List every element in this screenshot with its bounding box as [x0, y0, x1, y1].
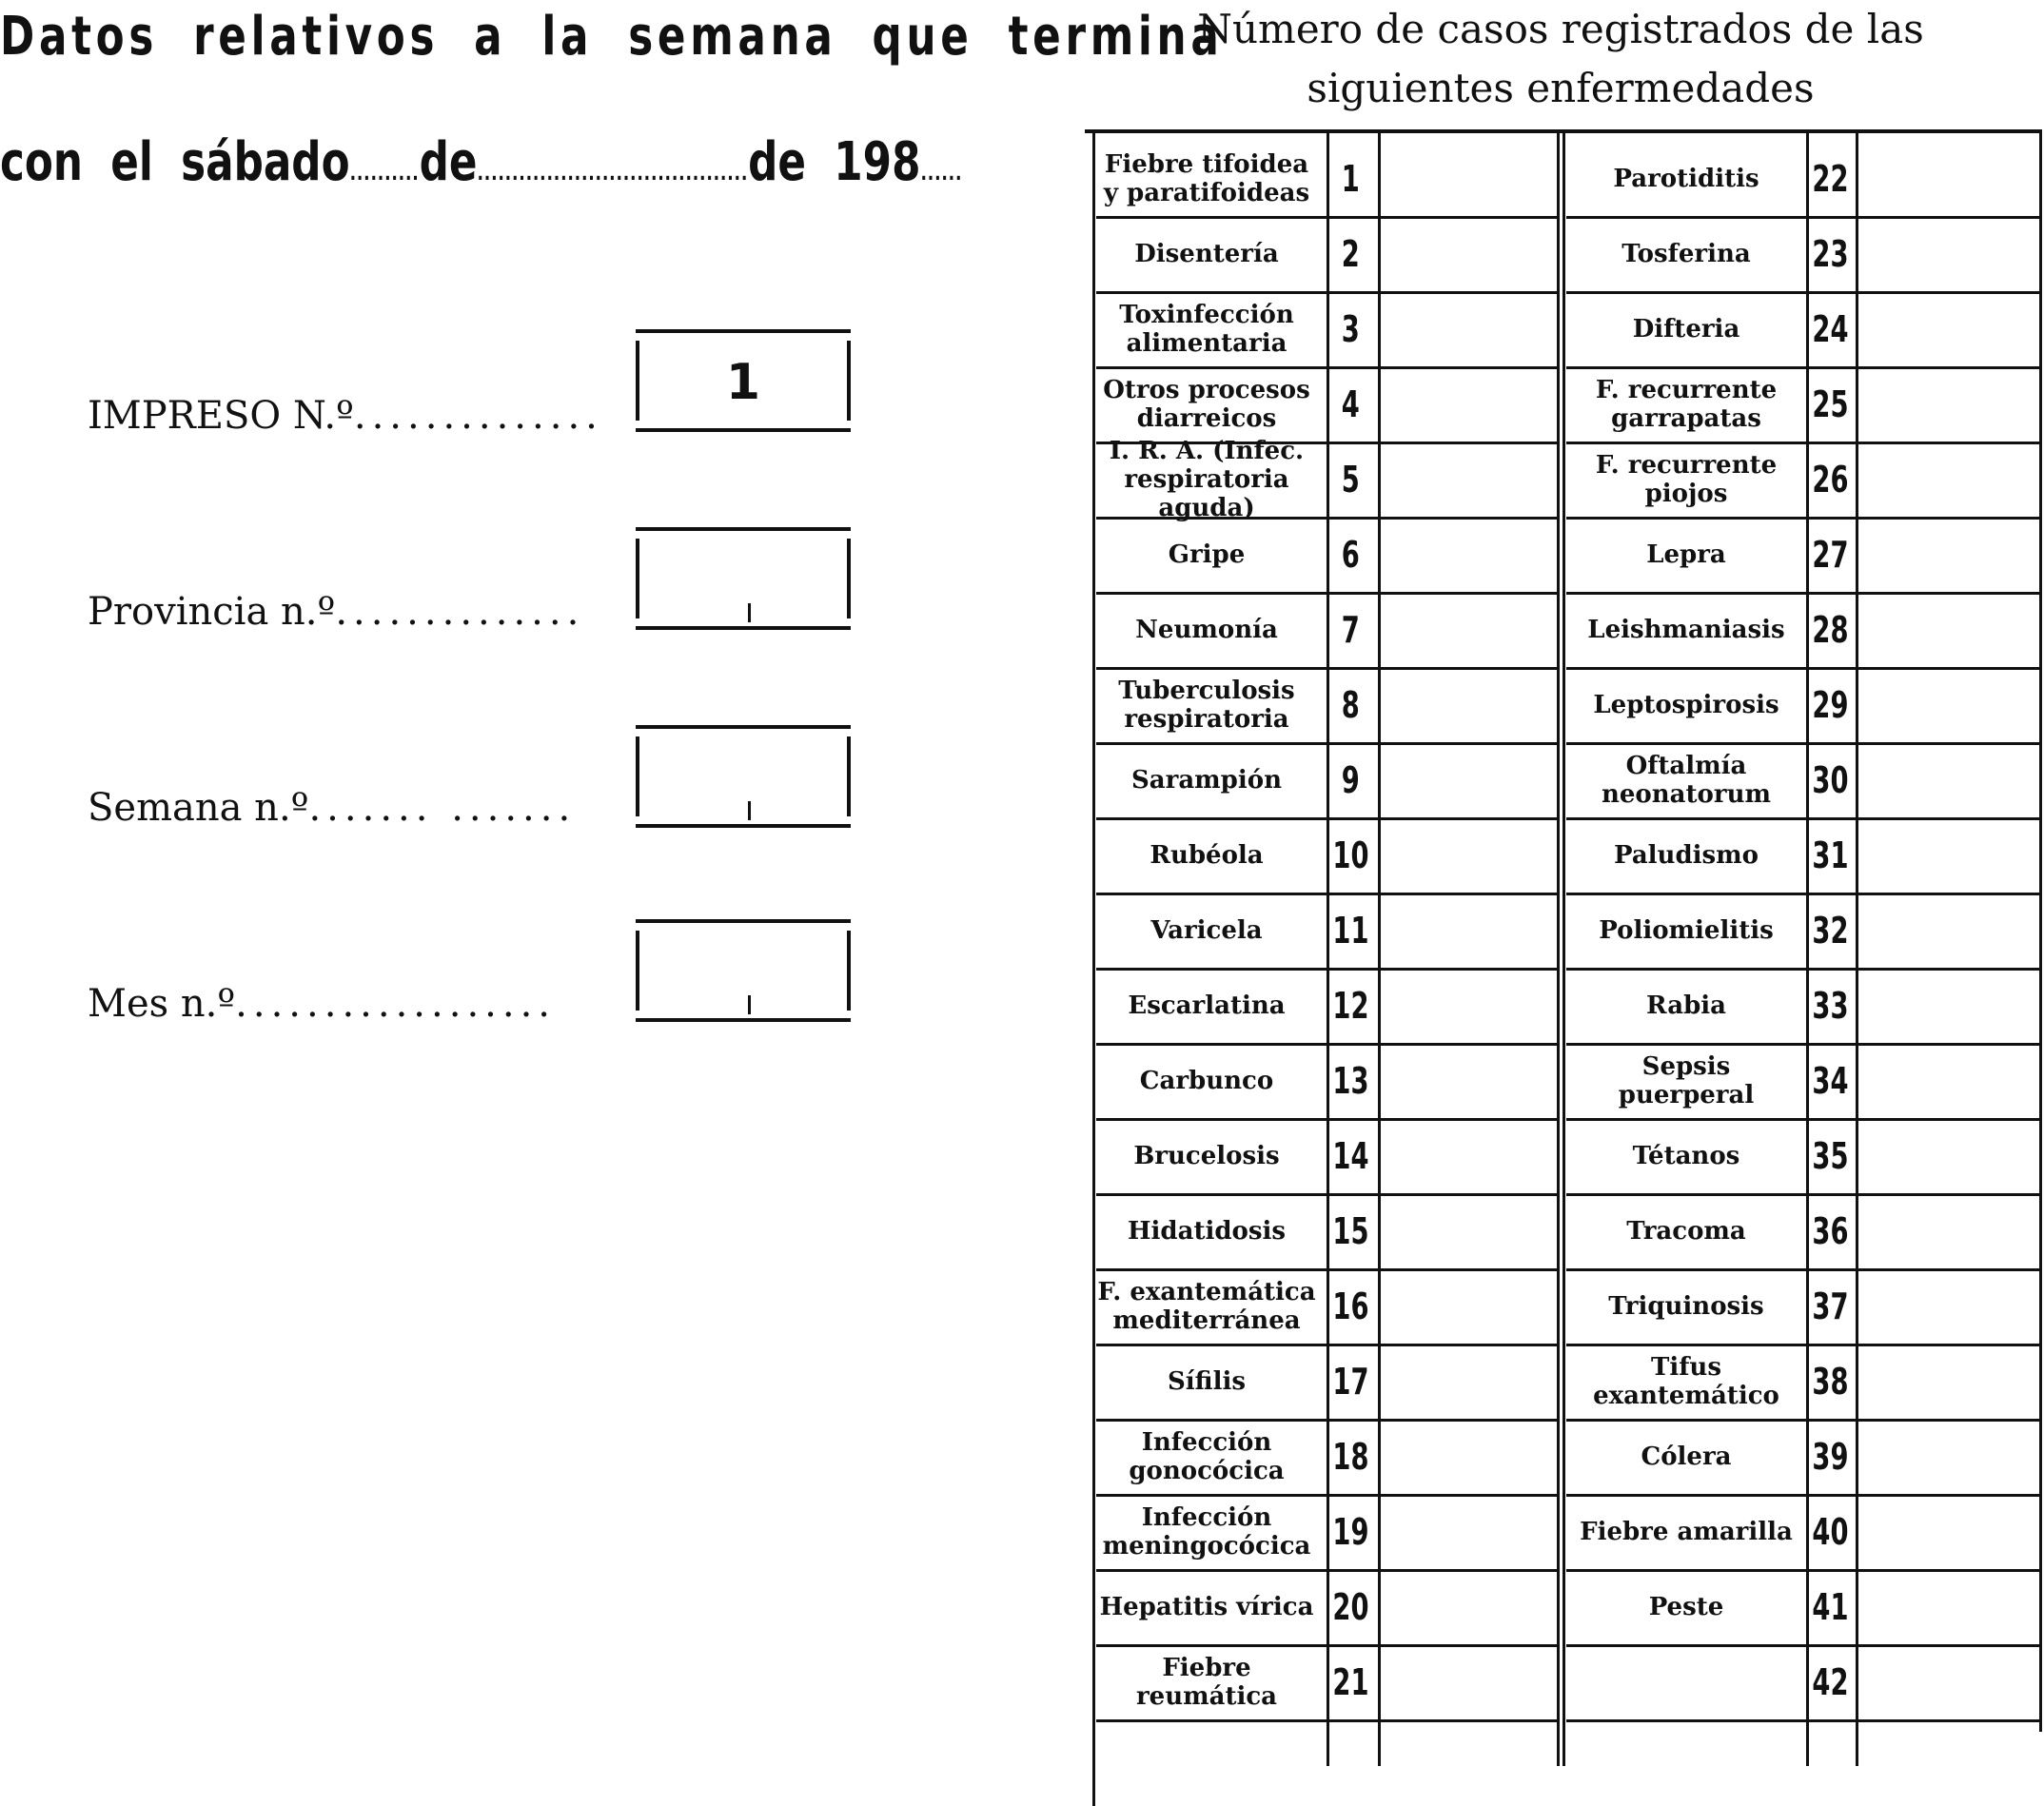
header-de-label: de: [419, 131, 478, 193]
disease-code-text: 38: [1811, 1360, 1849, 1403]
disease-code: [1325, 1193, 1376, 1268]
disease-name: Gripe: [1168, 540, 1246, 569]
disease-code: [1325, 216, 1376, 291]
field-label-text: Mes n.º: [88, 982, 236, 1026]
disease-code: [1325, 1494, 1376, 1569]
disease-code-text: 41: [1811, 1585, 1849, 1628]
disease-name: Tuberculosis respiratoria: [1118, 676, 1295, 734]
disease-code-text: 30: [1811, 758, 1849, 801]
impreso-number-box[interactable]: [636, 329, 851, 432]
disease-name: Cólera: [1641, 1442, 1732, 1471]
disease-code: [1806, 592, 1854, 667]
disease-code: [1325, 742, 1376, 817]
disease-code-text: 17: [1331, 1360, 1369, 1403]
disease-code-text: 29: [1811, 683, 1849, 726]
case-count-input[interactable]: [1857, 517, 2038, 592]
disease-code-text: 19: [1331, 1510, 1369, 1553]
disease-name: Hepatitis vírica: [1099, 1592, 1314, 1621]
disease-name: Leishmaniasis: [1587, 615, 1785, 644]
disease-code: [1806, 1644, 1854, 1719]
header-line-2: [0, 131, 962, 193]
disease-name: Lepra: [1646, 540, 1726, 569]
disease-name: Fiebre reumática: [1135, 1653, 1278, 1711]
disease-name: Fiebre amarilla: [1580, 1517, 1793, 1546]
disease-code: [1806, 1494, 1854, 1569]
disease-code: [1806, 1419, 1854, 1494]
disease-name: Paludismo: [1613, 840, 1759, 870]
disease-code-text: 9: [1341, 758, 1360, 801]
day-dots-field[interactable]: ..........: [349, 162, 420, 186]
case-count-input[interactable]: [1857, 216, 2038, 291]
disease-code: [1806, 893, 1854, 968]
case-count-input[interactable]: [1857, 968, 2038, 1043]
disease-code-text: 5: [1341, 458, 1360, 501]
disease-name: Toxinfección alimentaria: [1119, 300, 1294, 358]
case-count-input[interactable]: [1857, 817, 2038, 893]
disease-code-text: 15: [1331, 1209, 1369, 1252]
case-count-input[interactable]: [1857, 1043, 2038, 1118]
disease-code-text: 13: [1331, 1059, 1369, 1102]
disease-code-text: 27: [1811, 533, 1849, 576]
disease-name: [1570, 1644, 1802, 1719]
case-count-input[interactable]: [1857, 592, 2038, 667]
case-count-input[interactable]: [1857, 1118, 2038, 1193]
field-dots: ....... .......: [308, 786, 577, 830]
year-dots-field[interactable]: ......: [920, 162, 963, 186]
case-count-input[interactable]: [1857, 366, 2038, 442]
disease-code: [1325, 442, 1376, 517]
disease-name: Triquinosis: [1608, 1291, 1764, 1321]
disease-name: Poliomielitis: [1599, 915, 1774, 945]
case-count-input[interactable]: [1857, 667, 2038, 742]
provincia-number-box[interactable]: [636, 527, 851, 630]
disease-name: Infección meningocócica: [1102, 1502, 1311, 1561]
disease-code: [1806, 968, 1854, 1043]
disease-code: [1806, 216, 1854, 291]
disease-code: [1325, 141, 1376, 216]
disease-name: Rabia: [1646, 991, 1726, 1020]
disease-name: Hidatidosis: [1127, 1216, 1287, 1246]
impreso-number-value: 1: [725, 354, 761, 411]
disease-name: Difteria: [1632, 314, 1740, 344]
disease-code: [1806, 517, 1854, 592]
disease-code: [1325, 517, 1376, 592]
disease-code-text: 8: [1341, 683, 1360, 726]
header-year-label: de 198: [748, 131, 921, 193]
disease-name: F. exantemática mediterránea: [1097, 1277, 1316, 1335]
disease-code-text: 25: [1811, 383, 1849, 425]
disease-code-text: 22: [1811, 157, 1849, 200]
disease-code: [1806, 1118, 1854, 1193]
disease-code: [1325, 1043, 1376, 1118]
disease-name: Sepsis puerperal: [1618, 1051, 1755, 1109]
field-impreso-label: [88, 394, 603, 438]
table-title-line-1: Número de casos registrados de las: [1197, 6, 1924, 52]
disease-code: [1325, 1118, 1376, 1193]
disease-code: [1806, 667, 1854, 742]
disease-name: Peste: [1648, 1592, 1724, 1621]
disease-code-text: 28: [1811, 608, 1849, 651]
case-count-input[interactable]: [1857, 1193, 2038, 1268]
disease-name: F. recurrente piojos: [1595, 450, 1778, 508]
disease-code: [1806, 291, 1854, 366]
disease-name: Fiebre tifoidea y paratifoideas: [1103, 149, 1310, 207]
disease-code: [1325, 291, 1376, 366]
disease-name: Sarampión: [1131, 765, 1282, 795]
field-dots: ..............: [335, 590, 585, 634]
disease-code: [1806, 366, 1854, 442]
disease-name: Disentería: [1134, 239, 1279, 268]
disease-code: [1806, 141, 1854, 216]
disease-code-text: 37: [1811, 1285, 1849, 1327]
disease-name: Tracoma: [1626, 1216, 1746, 1246]
case-count-input[interactable]: [1857, 893, 2038, 968]
disease-name: Escarlatina: [1128, 991, 1286, 1020]
field-label-text: IMPRESO N.º: [88, 394, 354, 438]
disease-code: [1325, 667, 1376, 742]
case-count-input[interactable]: [1857, 1268, 2038, 1344]
disease-code: [1325, 366, 1376, 442]
disease-name: Leptospirosis: [1593, 690, 1779, 719]
disease-name: Rubéola: [1150, 840, 1264, 870]
disease-code-text: 42: [1811, 1660, 1849, 1703]
disease-name: Oftalmía neonatorum: [1601, 751, 1771, 809]
disease-name: Parotiditis: [1613, 164, 1759, 193]
disease-code: [1806, 1268, 1854, 1344]
semana-number-box[interactable]: [636, 725, 851, 828]
disease-code-text: 11: [1331, 909, 1369, 952]
case-count-input[interactable]: [1857, 1344, 2038, 1419]
case-count-input[interactable]: [1857, 141, 2038, 216]
disease-code-text: 35: [1811, 1134, 1849, 1177]
disease-code-text: 1: [1341, 157, 1360, 200]
disease-name: F. recurrente garrapatas: [1595, 375, 1778, 433]
disease-code-text: 33: [1811, 984, 1849, 1027]
disease-name: Neumonía: [1135, 615, 1278, 644]
field-semana-label: [88, 786, 576, 830]
field-provincia-label: [88, 590, 584, 634]
field-mes-label: [88, 982, 556, 1026]
disease-name: Otros procesos diarreicos: [1103, 375, 1310, 433]
disease-code: [1806, 1193, 1854, 1268]
field-dots: ..............: [353, 394, 603, 438]
month-dots-field[interactable]: .......................................: [477, 162, 749, 186]
disease-code: [1325, 893, 1376, 968]
disease-code: [1806, 1344, 1854, 1419]
disease-code-text: 3: [1341, 307, 1360, 350]
disease-code: [1325, 817, 1376, 893]
header-line-1: Datos relativos a la semana que termina: [0, 6, 1224, 68]
disease-code: [1806, 742, 1854, 817]
disease-code-text: 31: [1811, 834, 1849, 876]
table-title: [1085, 0, 2036, 118]
disease-name: Tosferina: [1621, 239, 1751, 268]
disease-code-text: 18: [1331, 1435, 1369, 1478]
disease-code-text: 2: [1341, 232, 1360, 275]
disease-name: Infección gonocócica: [1129, 1427, 1285, 1485]
disease-code: [1806, 442, 1854, 517]
case-count-input[interactable]: [1857, 742, 2038, 817]
case-count-input[interactable]: [1857, 442, 2038, 517]
disease-code-text: 7: [1341, 608, 1360, 651]
mes-number-box[interactable]: [636, 919, 851, 1022]
disease-name: Varicela: [1150, 915, 1263, 945]
disease-code-text: 32: [1811, 909, 1849, 952]
case-count-input[interactable]: [1857, 291, 2038, 366]
disease-code: [1806, 1043, 1854, 1118]
disease-name: Tétanos: [1632, 1141, 1740, 1170]
case-count-input[interactable]: [1857, 1494, 2038, 1569]
disease-code-text: 16: [1331, 1285, 1369, 1327]
disease-code-text: 26: [1811, 458, 1849, 501]
disease-code-text: 34: [1811, 1059, 1849, 1102]
disease-code-text: 6: [1341, 533, 1360, 576]
field-label-text: Semana n.º: [88, 786, 309, 830]
disease-name: Tifus exantemático: [1593, 1352, 1779, 1410]
case-count-input[interactable]: [1857, 1644, 2038, 1719]
disease-code: [1325, 1344, 1376, 1419]
disease-code-text: 10: [1331, 834, 1369, 876]
disease-code-text: 40: [1811, 1510, 1849, 1553]
disease-code-text: 36: [1811, 1209, 1849, 1252]
disease-code: [1325, 1268, 1376, 1344]
disease-code-text: 24: [1811, 307, 1849, 350]
disease-code-text: 23: [1811, 232, 1849, 275]
disease-code: [1325, 592, 1376, 667]
disease-code: [1325, 1644, 1376, 1719]
disease-code-text: 20: [1331, 1585, 1369, 1628]
disease-code: [1325, 1569, 1376, 1644]
disease-code: [1325, 1419, 1376, 1494]
disease-code: [1806, 1569, 1854, 1644]
disease-code-text: 12: [1331, 984, 1369, 1027]
disease-code-text: 21: [1331, 1660, 1369, 1703]
header-sabado-label: con el sábado: [0, 131, 350, 193]
field-dots: ..................: [235, 982, 557, 1026]
disease-code-text: 4: [1341, 383, 1360, 425]
disease-name: Sífilis: [1168, 1366, 1246, 1396]
disease-code: [1325, 968, 1376, 1043]
disease-code: [1806, 817, 1854, 893]
disease-name: Brucelosis: [1133, 1141, 1280, 1170]
disease-code-text: 39: [1811, 1435, 1849, 1478]
disease-name: Carbunco: [1139, 1066, 1274, 1095]
table-title-line-2: siguientes enfermedades: [1307, 65, 1815, 111]
disease-name: I. R. A. (Infec. respiratoria aguda): [1109, 436, 1305, 522]
disease-code-text: 14: [1331, 1134, 1369, 1177]
case-count-input[interactable]: [1857, 1569, 2038, 1644]
disease-table: [1085, 129, 2042, 1806]
field-label-text: Provincia n.º: [88, 590, 336, 634]
case-count-input[interactable]: [1857, 1419, 2038, 1494]
